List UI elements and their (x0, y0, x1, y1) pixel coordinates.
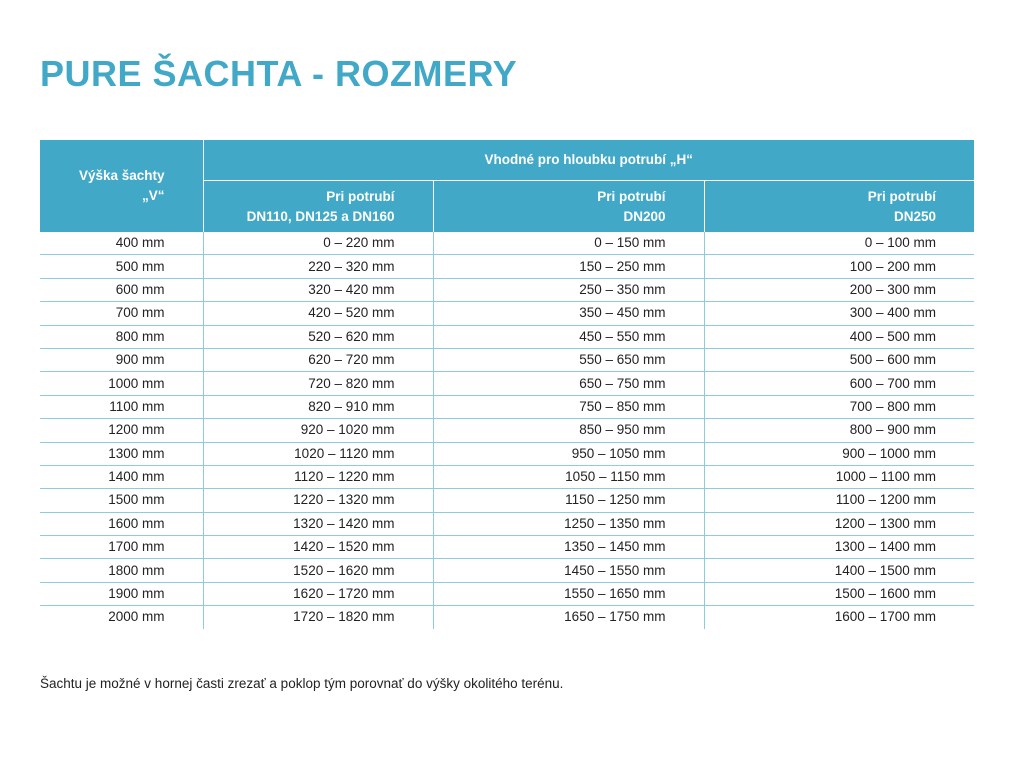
cell-shaft-height: 2000 mm (108, 609, 165, 625)
table-row (40, 465, 974, 488)
cell-shaft-height: 1100 mm (109, 398, 165, 414)
table-row (40, 606, 974, 629)
cell-shaft-height: 1400 mm (108, 469, 165, 485)
header-shaft-height (40, 140, 203, 232)
cell-depth-dn200: 0 – 150 mm (433, 232, 704, 255)
table-row (40, 419, 974, 442)
cell-depth-dn200: 1050 – 1150 mm (433, 465, 704, 488)
cell-shaft-height: 1500 mm (108, 492, 165, 508)
cell-depth-dn200: 150 – 250 mm (433, 255, 704, 278)
cell-shaft-height: 1800 mm (108, 562, 165, 578)
header-dn200 (433, 181, 704, 232)
header-dn200-line1: Pri potrubí (597, 189, 666, 205)
cell-shaft-height: 500 mm (115, 258, 165, 274)
cell-depth-dn200: 950 – 1050 mm (433, 442, 704, 465)
header-row-top (40, 140, 974, 181)
cell-depth-dn200: 850 – 950 mm (433, 419, 704, 442)
cell-shaft-height: 600 mm (115, 281, 165, 297)
table-row (40, 559, 974, 582)
header-dn250 (704, 181, 974, 232)
cell-depth-dn110-160: 1520 – 1620 mm (203, 559, 433, 582)
cell-depth-dn200: 1450 – 1550 mm (433, 559, 704, 582)
table-row (40, 372, 974, 395)
cell-depth-dn110-160: 1720 – 1820 mm (203, 606, 433, 629)
cell-depth-dn250: 600 – 700 mm (704, 372, 974, 395)
cell-shaft-height: 1900 mm (108, 586, 165, 602)
cell-depth-dn200: 550 – 650 mm (433, 348, 704, 371)
cell-shaft-height: 700 mm (115, 305, 165, 321)
table-row (40, 395, 974, 418)
table-row (40, 512, 974, 535)
cell-shaft-height: 1200 mm (108, 422, 165, 438)
cell-depth-dn110-160: 720 – 820 mm (203, 372, 433, 395)
cell-depth-dn250: 700 – 800 mm (704, 395, 974, 418)
table-row (40, 302, 974, 325)
cell-shaft-height: 1600 mm (108, 515, 165, 531)
table-row (40, 489, 974, 512)
cell-shaft-height: 900 mm (115, 352, 165, 368)
cell-depth-dn250: 1100 – 1200 mm (704, 489, 974, 512)
cell-depth-dn110-160: 620 – 720 mm (203, 348, 433, 371)
cell-shaft-height: 1300 mm (108, 445, 165, 461)
header-dn110-160 (203, 181, 433, 232)
cell-shaft-height: 800 mm (115, 328, 165, 344)
cell-depth-dn110-160: 420 – 520 mm (203, 302, 433, 325)
cell-depth-dn110-160: 1420 – 1520 mm (203, 536, 433, 559)
header-dn250-line2: DN250 (893, 209, 937, 225)
table-row (40, 255, 974, 278)
cell-depth-dn250: 400 – 500 mm (704, 325, 974, 348)
cell-depth-dn250: 0 – 100 mm (704, 232, 974, 255)
cell-depth-dn110-160: 920 – 1020 mm (203, 419, 433, 442)
dimensions-table (40, 140, 974, 629)
footnote: Šachtu je možné v hornej časti zrezať a poklop tým porovnať do výšky okolitého terénu. (40, 676, 564, 691)
header-shaft-height-line2: „V“ (141, 188, 165, 203)
cell-depth-dn250: 1500 – 1600 mm (704, 582, 974, 605)
cell-depth-dn200: 1650 – 1750 mm (433, 606, 704, 629)
table-row (40, 325, 974, 348)
cell-shaft-height: 400 mm (115, 235, 165, 251)
table-header (40, 140, 974, 232)
cell-depth-dn110-160: 1220 – 1320 mm (203, 489, 433, 512)
cell-depth-dn200: 250 – 350 mm (433, 278, 704, 301)
cell-depth-dn200: 350 – 450 mm (433, 302, 704, 325)
header-dn110-160-line1: Pri potrubí (326, 189, 395, 205)
cell-depth-dn250: 1000 – 1100 mm (704, 465, 974, 488)
cell-depth-dn250: 1600 – 1700 mm (704, 606, 974, 629)
header-pipe-depth-group: Vhodné pro hloubku potrubí „H“ (203, 140, 974, 181)
table-row (40, 278, 974, 301)
page-title: PURE ŠACHTA - ROZMERY (40, 53, 518, 94)
cell-depth-dn250: 900 – 1000 mm (704, 442, 974, 465)
cell-depth-dn110-160: 820 – 910 mm (203, 395, 433, 418)
cell-depth-dn250: 800 – 900 mm (704, 419, 974, 442)
cell-depth-dn250: 1300 – 1400 mm (704, 536, 974, 559)
cell-depth-dn250: 1400 – 1500 mm (704, 559, 974, 582)
header-dn110-160-line2: DN110, DN125 a DN160 (246, 209, 395, 225)
cell-shaft-height: 1000 mm (108, 375, 165, 391)
cell-shaft-height: 1700 mm (108, 539, 165, 555)
cell-depth-dn200: 1550 – 1650 mm (433, 582, 704, 605)
cell-depth-dn110-160: 1120 – 1220 mm (203, 465, 433, 488)
cell-depth-dn200: 650 – 750 mm (433, 372, 704, 395)
table-row (40, 536, 974, 559)
table-row (40, 348, 974, 371)
cell-depth-dn110-160: 320 – 420 mm (203, 278, 433, 301)
table-row (40, 442, 974, 465)
cell-depth-dn110-160: 1020 – 1120 mm (203, 442, 433, 465)
header-dn250-line1: Pri potrubí (867, 189, 937, 205)
cell-depth-dn250: 100 – 200 mm (704, 255, 974, 278)
cell-depth-dn250: 500 – 600 mm (704, 348, 974, 371)
cell-depth-dn200: 1350 – 1450 mm (433, 536, 704, 559)
cell-depth-dn250: 1200 – 1300 mm (704, 512, 974, 535)
cell-depth-dn250: 200 – 300 mm (704, 278, 974, 301)
table-row (40, 582, 974, 605)
cell-depth-dn200: 450 – 550 mm (433, 325, 704, 348)
cell-depth-dn110-160: 520 – 620 mm (203, 325, 433, 348)
header-shaft-height-line1: Výška šachty (78, 168, 165, 183)
cell-depth-dn200: 1150 – 1250 mm (433, 489, 704, 512)
cell-depth-dn110-160: 1320 – 1420 mm (203, 512, 433, 535)
cell-depth-dn250: 300 – 400 mm (704, 302, 974, 325)
cell-depth-dn200: 1250 – 1350 mm (433, 512, 704, 535)
cell-depth-dn110-160: 1620 – 1720 mm (203, 582, 433, 605)
cell-depth-dn200: 750 – 850 mm (433, 395, 704, 418)
cell-depth-dn110-160: 220 – 320 mm (203, 255, 433, 278)
table-row (40, 232, 974, 255)
cell-depth-dn110-160: 0 – 220 mm (203, 232, 433, 255)
table-body (40, 232, 974, 629)
header-dn200-line2: DN200 (623, 209, 666, 225)
